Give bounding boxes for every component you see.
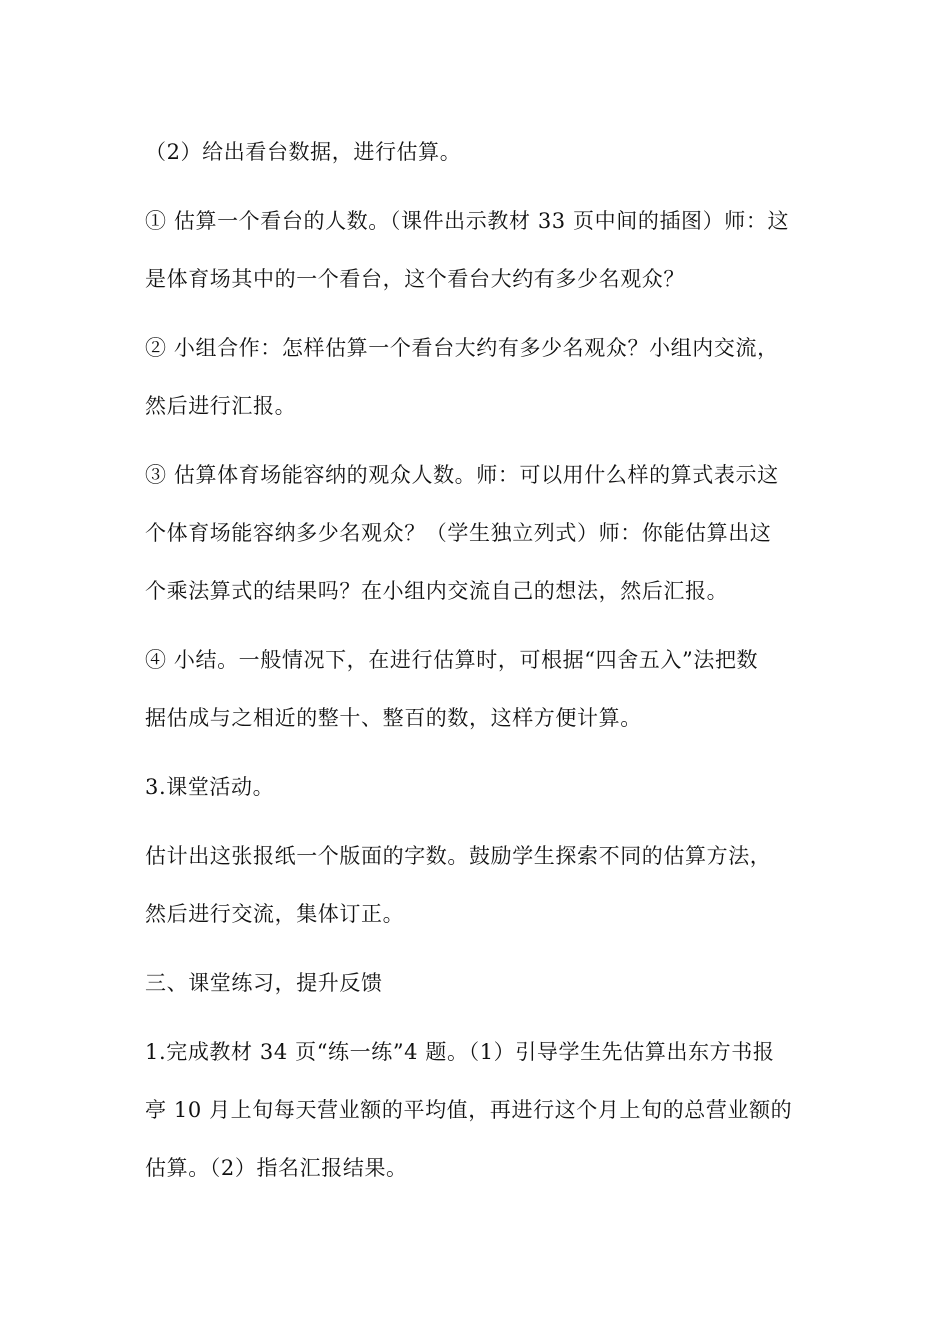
paragraph-line: 是体育场其中的一个看台，这个看台大约有多少名观众？ [145, 267, 685, 291]
paragraph-line: 然后进行交流，集体订正。 [145, 902, 405, 926]
paragraph-line: ① 估算一个看台的人数。（课件出示教材 33 页中间的插图）师：这 [145, 209, 790, 233]
paragraph-line: 估算。（2）指名汇报结果。 [145, 1156, 408, 1180]
section-heading: 三、课堂练习，提升反馈 [145, 971, 383, 995]
paragraph-line: 然后进行汇报。 [145, 394, 297, 418]
paragraph-line: 个体育场能容纳多少名观众？（学生独立列式）师：你能估算出这 [145, 521, 772, 545]
paragraph-line: 据估成与之相近的整十、整百的数，这样方便计算。 [145, 706, 642, 730]
paragraph-line: 估计出这张报纸一个版面的字数。鼓励学生探索不同的估算方法， [145, 844, 772, 868]
paragraph-line: ③ 估算体育场能容纳的观众人数。师：可以用什么样的算式表示这 [145, 463, 779, 487]
paragraph-line: ④ 小结。一般情况下，在进行估算时，可根据“四舍五入”法把数 [145, 648, 759, 672]
paragraph-line: ② 小组合作：怎样估算一个看台大约有多少名观众？小组内交流， [145, 336, 779, 360]
paragraph-line: 亭 10 月上旬每天营业额的平均值，再进行这个月上旬的总营业额的 [145, 1098, 793, 1122]
paragraph-line: 个乘法算式的结果吗？在小组内交流自己的想法，然后汇报。 [145, 579, 729, 603]
paragraph-line: 1.完成教材 34 页“练一练”4 题。（1）引导学生先估算出东方书报 [145, 1040, 775, 1064]
section-heading: 3.课堂活动。 [145, 775, 275, 799]
paragraph-line: （2）给出看台数据，进行估算。 [145, 140, 462, 164]
